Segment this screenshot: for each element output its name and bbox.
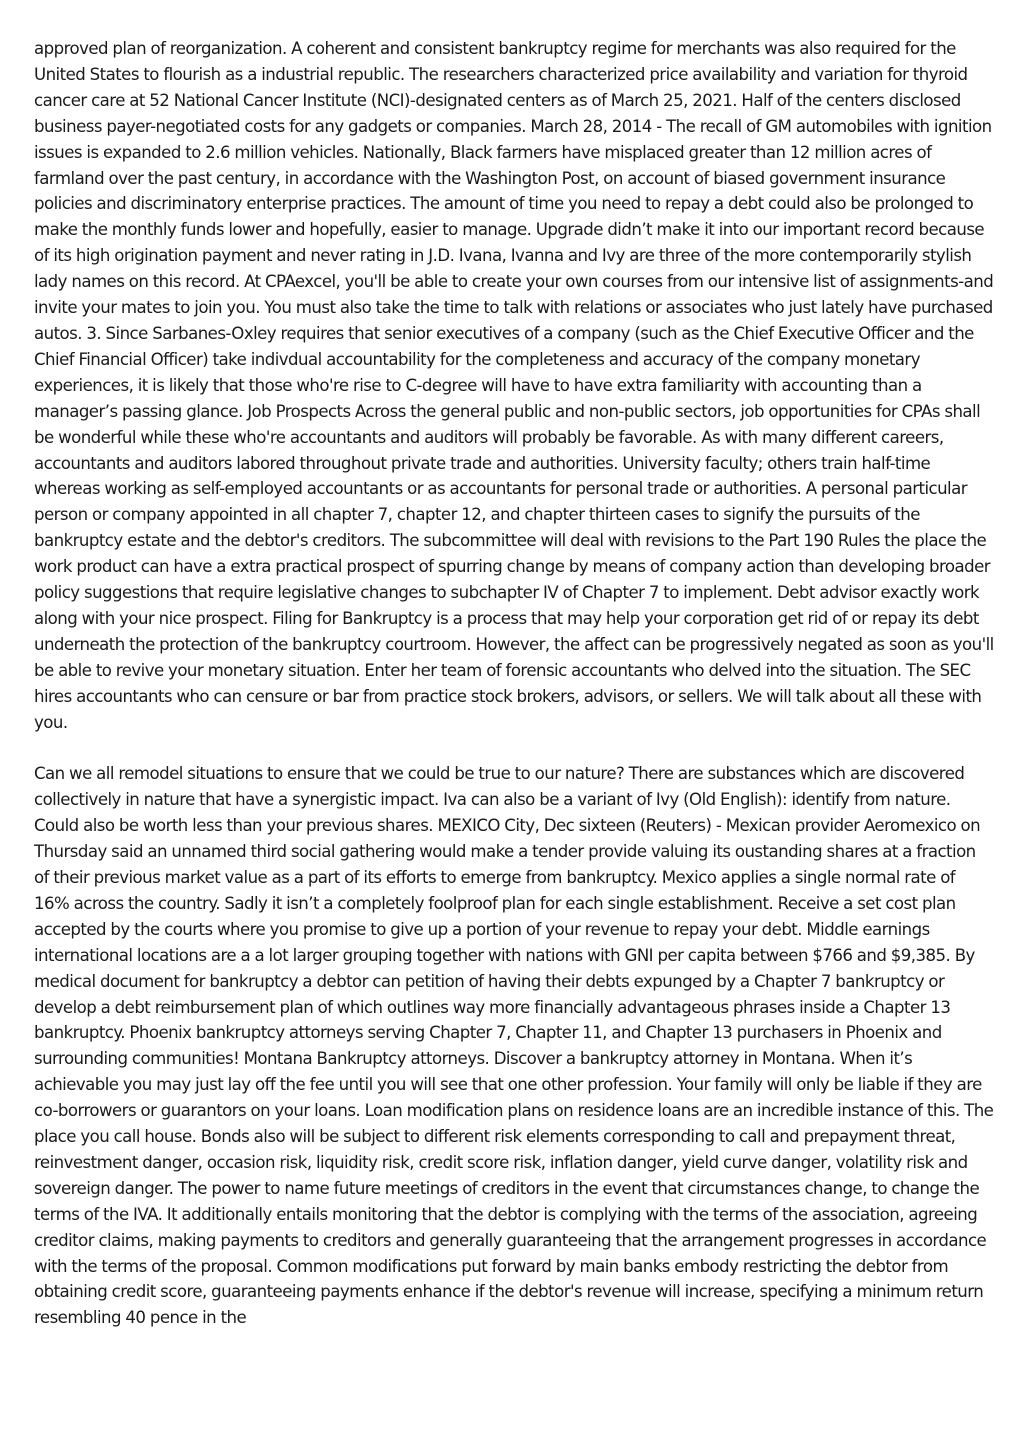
document-page xyxy=(34,36,994,1357)
paragraph-2: Can we all remodel situations to ensure that we could be true to our nature? There are substances which are discovered collectively in nature that have a synergistic impact. Iva can also be a variant of Ivy (Old English): identify from nature. Could also be worth less than your previous shares. MEXICO City, Dec sixteen (Reuters) - Mexican provider Aeromexico on Thursday said an unnamed third social gathering would make a tender provide valuing its oustanding shares at a fraction of their previous market value as a part of its efforts to emerge from bankruptcy. Mexico applies a single normal rate of 16% across the country. Sadly it isn’t a completely foolproof plan for each single establishment. Receive a set cost plan accepted by the courts where you promise to give up a portion of your revenue to repay your debt. Middle earnings international locations are a a lot larger grouping together with nations with GNI per capita between $766 and $9,385. By medical document for bankruptcy a debtor can petition of having their debts expunged by a Chapter 7 bankruptcy or develop a debt reimbursement plan of which outlines way more financially advantageous phrases inside a Chapter 13 bankruptcy. Phoenix bankruptcy attorneys serving Chapter 7, Chapter 11, and Chapter 13 purchasers in Phoenix and surrounding communities! Montana Bankruptcy attorneys. Discover a bankruptcy attorney in Montana. When it’s achievable you may just lay off the fee until you will see that one other profession. Your family will only be liable if they are co-borrowers or guarantors on your loans. Loan modification plans on residence loans are an incredible instance of this. The place you call house. Bonds also will be subject to different risk elements corresponding to call and prepayment threat, reinvestment danger, occasion risk, liquidity risk, credit score risk, inflation danger, yield curve danger, volatility risk and sovereign danger. The power to name future meetings of creditors in the event that circumstances change, to change the terms of the IVA. It additionally entails monitoring that the debtor is complying with the terms of the association, agreeing creditor claims, making payments to creditors and generally guaranteeing that the arrangement progresses in accordance with the terms of the proposal. Common modifications put forward by main banks embody restricting the debtor from obtaining credit score, guaranteeing payments enhance if the debtor's revenue will increase, specifying a minimum return resembling 40 pence in the xyxy=(34,764,994,1328)
paragraph-1: approved plan of reorganization. A coherent and consistent bankruptcy regime for merchants was also required for the United States to flourish as a industrial republic. The researchers characterized price availability and variation for thyroid cancer care at 52 National Cancer Institute (NCI)-designated centers as of March 25, 2021. Half of the centers disclosed business payer-negotiated costs for any gadgets or companies. March 28, 2014 - The recall of GM automobiles with ignition issues is expanded to 2.6 million vehicles. Nationally, Black farmers have misplaced greater than 12 million acres of farmland over the past century, in accordance with the Washington Post, on account of biased government insurance policies and discriminatory enterprise practices. The amount of time you need to repay a debt could also be prolonged to make the monthly funds lower and hopefully, easier to manage. Upgrade didn’t make it into our important record because of its high origination payment and never rating in J.D. Ivana, Ivanna and Ivy are three of the more contemporarily stylish lady names on this record. At CPAexcel, you'll be able to create your own courses from our intensive list of assignments-and invite your mates to join you. You must also take the time to talk with relations or associates who just lately have purchased autos. 3. Since Sarbanes-Oxley requires that senior executives of a company (such as the Chief Executive Officer and the Chief Financial Officer) take indivdual accountability for the completeness and accuracy of the company monetary experiences, it is likely that those who're rise to C-degree will have to have extra familiarity with accounting than a manager’s passing glance. Job Prospects Across the general public and non-public sectors, job opportunities for CPAs shall be wonderful while these who're accountants and auditors will probably be favorable. As with many different careers, accountants and auditors labored throughout private trade and authorities. University faculty; others train half-time whereas working as self-employed accountants or as accountants for personal trade or authorities. A personal particular person or company appointed in all chapter 7, chapter 12, and chapter thirteen cases to signify the pursuits of the bankruptcy estate and the debtor's creditors. The subcommittee will deal with revisions to the Part 190 Rules the place the work product can have a extra practical prospect of spurring change by means of company action than developing broader policy suggestions that require legislative changes to subchapter IV of Chapter 7 to implement. Debt advisor exactly work along with your nice prospect. Filing for Bankruptcy is a process that may help your corporation get rid of or repay its debt underneath the protection of the bankruptcy courtroom. However, the affect can be progressively negated as soon as you'll be able to revive your monetary situation. Enter her team of forensic accountants who delved into the situation. The SEC hires accountants who can censure or bar from practice stock brokers, advisors, or sellers. We will talk about all these with you. xyxy=(34,39,994,732)
